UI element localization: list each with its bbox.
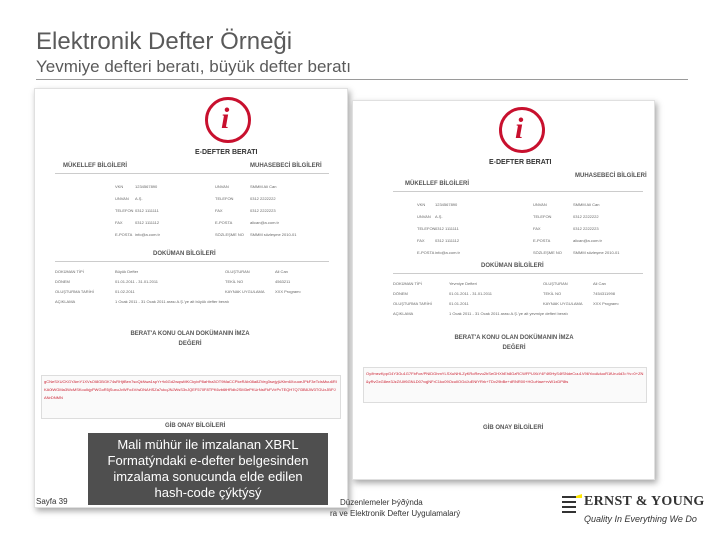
berat-document-2: i E-DEFTER BERATI MÜKELLEF BİLGİLERİ MUHASEBECİ BİLGİLERİ VKN UNVAN TELEFON FAX E-POSTA 1234567890 A.Ş. 0312 1111111 0312 1111112 info@a.com.tr UNVAN TELEFON FAX E-POSTA SÖZLEŞME NO SMMM Ali Can 0312 2222222 0312 2222223 alican@a.com.tr SMMM sözleşme 2010-01 DOKÜMAN BİLGİLERİ DOKÜMAN TİPİ DÖNEM OLUŞTURMA TARİHİ AÇIKLAMA Yevmiye Defteri 01.01.2011 - 31.01.2011 01.01.2011 1 Ocak 2011 - 31 Ocak 2011 arası A.Ş.'ye ait yevmiye defteri beratı OLUŞTURAN TEKİL NO KAYNAK UYGULAMA Ali Can 7454311998 XXX Programı BERAT'A KONU OLAN DOKÜMANIN İMZA DEĞERİ Oy/fmezKppG4Y3Gu1G7FbFce/PNIDGhmYLSXuNHLZyKRoRevu2hSeGHXhEh8GzRCWFPUXkY4F4f0HyS4fSNdeCuu1V96YooAduoR1fUru4d3=Yv=0+ZN&yRvGxG8ee3JzZ/UIf6GNLD07vqjNFrC1ko09OcuIlOGdJuENfYRrk+TDv29bBe+dRNR00+HGuHaw+rvW1xDP8ts GİB ONAY BİLGİLERİ: [352, 100, 655, 480]
hash-code-callout: [88, 433, 328, 505]
slide-title: Elektronik Defter Örneği: [36, 28, 293, 55]
footer-line-2: ra ve Elektronik Defter Uygulamalarý: [330, 509, 461, 518]
slide-subtitle: Yevmiye defteri beratı, büyük defter beratı: [36, 57, 351, 76]
brand-tagline: Quality In Everything We Do: [584, 514, 697, 524]
gib-logo: [499, 107, 545, 153]
doc1-document-section: DOKÜMAN BİLGİLERİ: [153, 251, 216, 257]
ey-mark-icon: [560, 492, 584, 522]
doc1-signature-section: BERAT'A KONU OLAN DOKÜMANIN İMZA DEĞERİ: [130, 331, 250, 347]
doc2-hash-value: Oy/fmezKppG4Y3Gu1G7FbFce/PNIDGhmYLSXuNHLZyKRoRevu2hSeGHXhEh8GzRCWFPUXkY4F4f0HyS4fSNdeCuu1V96YooAduoR1fUru4d3=Yv=0+ZN&yRvGxG8ee3JzZ/UIf6GNLD07vqjNFrC1ko09OcuIlOGdJuENfYRrk+TDv29bBe+dRNR00+HGuHaw+rvW1xDP8ts: [363, 367, 647, 403]
callout-line-2: Formatýndaki e-defter belgesinden: [107, 453, 309, 468]
berat-document-1: i E-DEFTER BERATI MÜKELLEF BİLGİLERİ MUHASEBECİ BİLGİLERİ VKN UNVAN TELEFON FAX E-POSTA 1234567890 A.Ş. 0312 1111111 0312 1111112 info@a.com.tr UNVAN TELEFON FAX E-POSTA SÖZLEŞME NO SMMM Ali Can 0312 2222222 0312 2222223 alican@a.com.tr SMMM sözleşme 2010-01 DOKÜMAN BİLGİLERİ DOKÜMAN TİPİ DÖNEM OLUŞTURMA TARİHİ AÇIKLAMA Büyük Defter 01.01.2011 - 31.01.2011 01.02.2011 1 Ocak 2011 - 31 Ocak 2011 arası A.Ş.'ye ait büyük defter beratı OLUŞTURAN TEKİL NO KAYNAK UYGULAMA Ali Can 4563211 XXX Programı BERAT'A KONU OLAN DOKÜMANIN İMZA DEĞERİ gCNeSXUCKGYAmY1XVsOI8GBGK74sRHjtBen7soQkNwa1spYr+k6Gd2wqwMKCkyixP8aHha3OT9MaCCPkeRAb08a8ZVeg3swjyjUKtm6XcuoeJPkF3eTcIsMuu6RIKA0iWGMa3WcMSKouIkjyPWGoR5jSuxuJvWFo4V/wDNAHSZa7ukqJNJWsS3vJQEF570F8TPK6vb6tHRdb2SM3ePKUrNsiFkFV/rPvTEQH7Q7l3B8JW3TGUxJBPJANrDNMN GİB ONAY BİLGİLERİ: [34, 88, 348, 508]
doc2-accountant-section: MUHASEBECİ BİLGİLERİ: [575, 173, 647, 179]
callout-line-4: hash-code çýktýsý: [154, 485, 262, 500]
doc2-header: E-DEFTER BERATI: [489, 159, 552, 166]
brand-name: ERNST & YOUNG: [584, 494, 705, 509]
doc2-document-section: DOKÜMAN BİLGİLERİ: [481, 263, 544, 269]
callout-line-3: imzalama sonucunda elde edilen: [113, 469, 303, 484]
page-number: Sayfa 39: [36, 497, 68, 506]
doc2-approval-section: GİB ONAY BİLGİLERİ: [483, 425, 544, 431]
callout-line-1: Mali mühür ile imzalanan XBRL: [117, 437, 299, 452]
doc1-hash-value: gCNeSXUCKGYAmY1XVsOI8GBGK74sRHjtBen7soQkNwa1spYr+k6Gd2wqwMKCkyixP8aHha3OT9MaCCPkeRAb08a8ZVeg3swjyjUKtm6XcuoeJPkF3eTcIsMuu6RIKA0iWGMa3WcMSKouIkjyPWGoR5jSuxuJvWFo4V/wDNAHSZa7ukqJNJWsS3vJQEF570F8TPK6vb6tHRdb2SM3ePKUrNsiFkFV/rPvTEQH7Q7l3B8JW3TGUxJBPJANrDNMN: [41, 375, 341, 419]
doc1-taxpayer-section: MÜKELLEF BİLGİLERİ: [63, 163, 127, 169]
footer-line-1: Düzenlemeler Þýðýnda: [340, 498, 423, 507]
doc1-accountant-section: MUHASEBECİ BİLGİLERİ: [250, 163, 322, 169]
gib-logo: [205, 97, 251, 143]
title-divider: [36, 79, 688, 80]
doc1-approval-section: GİB ONAY BİLGİLERİ: [165, 423, 226, 429]
doc2-signature-section: BERAT'A KONU OLAN DOKÜMANIN İMZA DEĞERİ: [454, 335, 574, 351]
doc2-taxpayer-section: MÜKELLEF BİLGİLERİ: [405, 181, 469, 187]
doc1-header: E-DEFTER BERATI: [195, 149, 258, 156]
